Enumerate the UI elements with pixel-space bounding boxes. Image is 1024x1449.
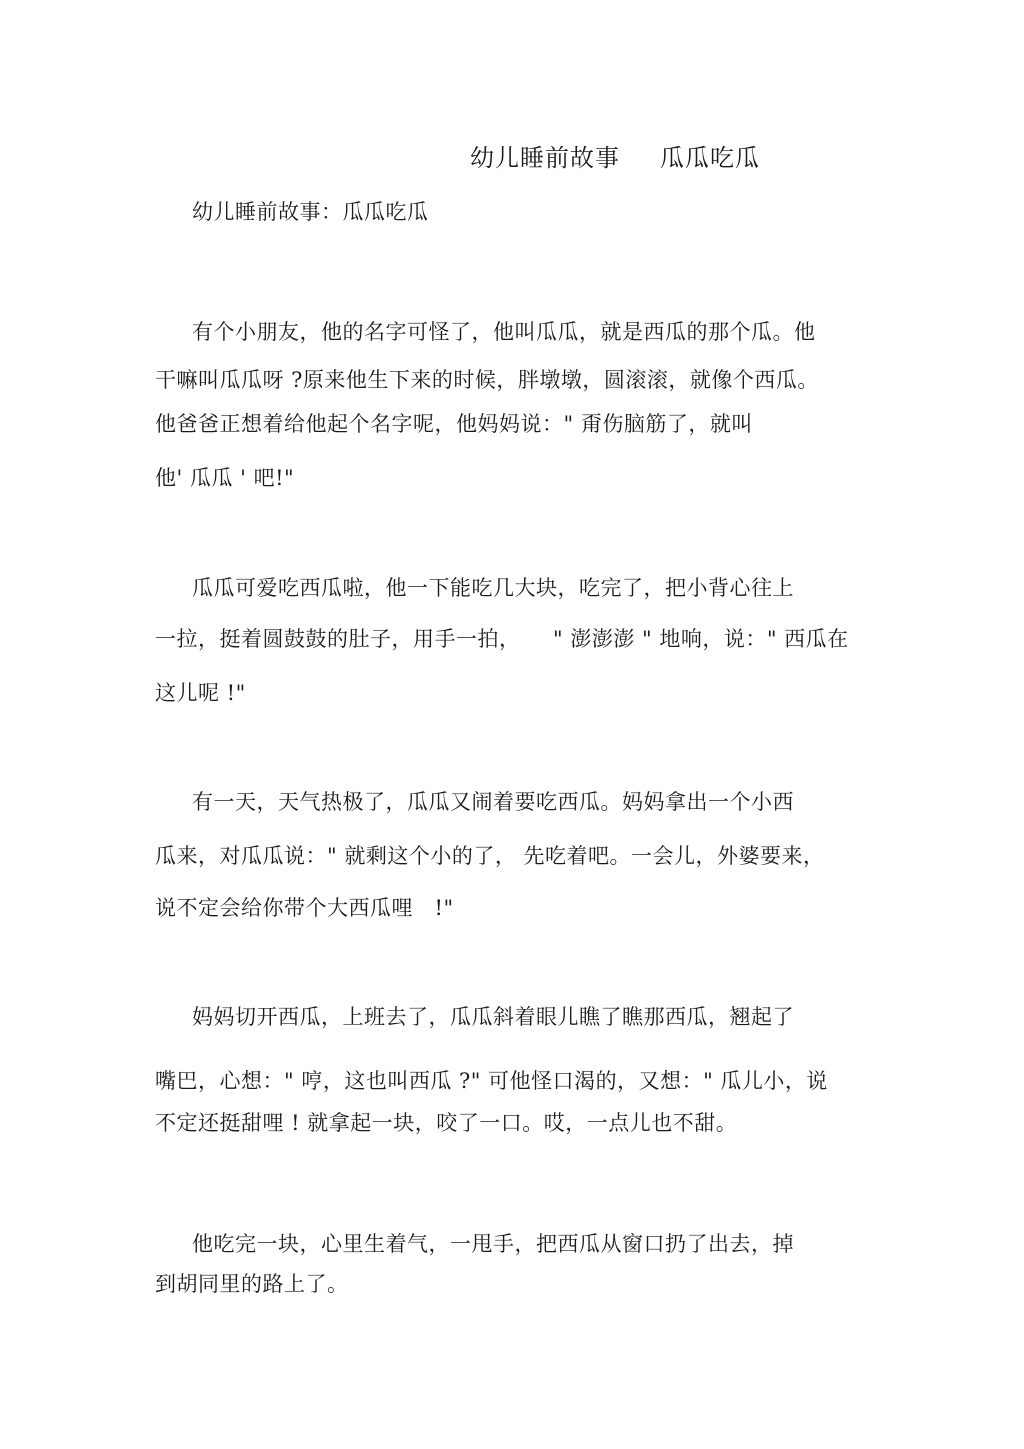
paragraph-5-line-2: 到胡同里的路上了。 bbox=[155, 1272, 349, 1296]
document-title bbox=[470, 138, 760, 173]
paragraph-3-line-1: 有一天，天气热极了，瓜瓜又闹着要吃西瓜。妈妈拿出一个小西 bbox=[192, 790, 794, 814]
paragraph-1-line-1: 有个小朋友，他的名字可怪了，他叫瓜瓜，就是西瓜的那个瓜。他 bbox=[192, 320, 816, 344]
paragraph-3-line-3: 说不定会给你带个大西瓜哩 !" bbox=[155, 896, 454, 920]
paragraph-5-line-1: 他吃完一块，心里生着气，一甩手，把西瓜从窗口扔了出去，掉 bbox=[192, 1232, 794, 1256]
paragraph-3-line-2: 瓜来，对瓜瓜说：" 就剩这个小的了， 先吃着吧。一会儿，外婆要来， bbox=[155, 844, 825, 868]
paragraph-2-line-3: 这儿呢 !" bbox=[155, 681, 246, 705]
subtitle-line: 幼儿睡前故事：瓜瓜吃瓜 bbox=[192, 200, 429, 224]
paragraph-2-line-1: 瓜瓜可爱吃西瓜啦，他一下能吃几大块，吃完了，把小背心往上 bbox=[192, 576, 794, 600]
paragraph-4-line-1: 妈妈切开西瓜，上班去了，瓜瓜斜着眼儿瞧了瞧那西瓜，翘起了 bbox=[192, 1005, 794, 1029]
paragraph-4-line-3: 不定还挺甜哩 ! 就拿起一块，咬了一口。哎，一点儿也不甜。 bbox=[155, 1111, 738, 1135]
paragraph-2-line-2: 一拉，挺着圆鼓鼓的肚子，用手一拍， " 澎澎澎 " 地响，说：" 西瓜在 bbox=[155, 627, 849, 651]
paragraph-1-line-2: 干嘛叫瓜瓜呀 ?原来他生下来的时候，胖墩墩，圆滚滚，就像个西瓜。 bbox=[155, 368, 819, 392]
paragraph-1-line-3: 他爸爸正想着给他起个名字呢，他妈妈说：" 甭伤脑筋了，就叫 bbox=[155, 412, 753, 436]
paragraph-4-line-2: 嘴巴，心想：" 哼，这也叫西瓜 ?" 可他怪口渴的，又想：" 瓜儿小，说 bbox=[155, 1069, 828, 1093]
title-part-2: 瓜瓜吃瓜 bbox=[660, 144, 760, 172]
paragraph-1-line-4: 他' 瓜瓜 ' 吧!" bbox=[155, 466, 295, 490]
title-part-1: 幼儿睡前故事 bbox=[470, 144, 620, 172]
